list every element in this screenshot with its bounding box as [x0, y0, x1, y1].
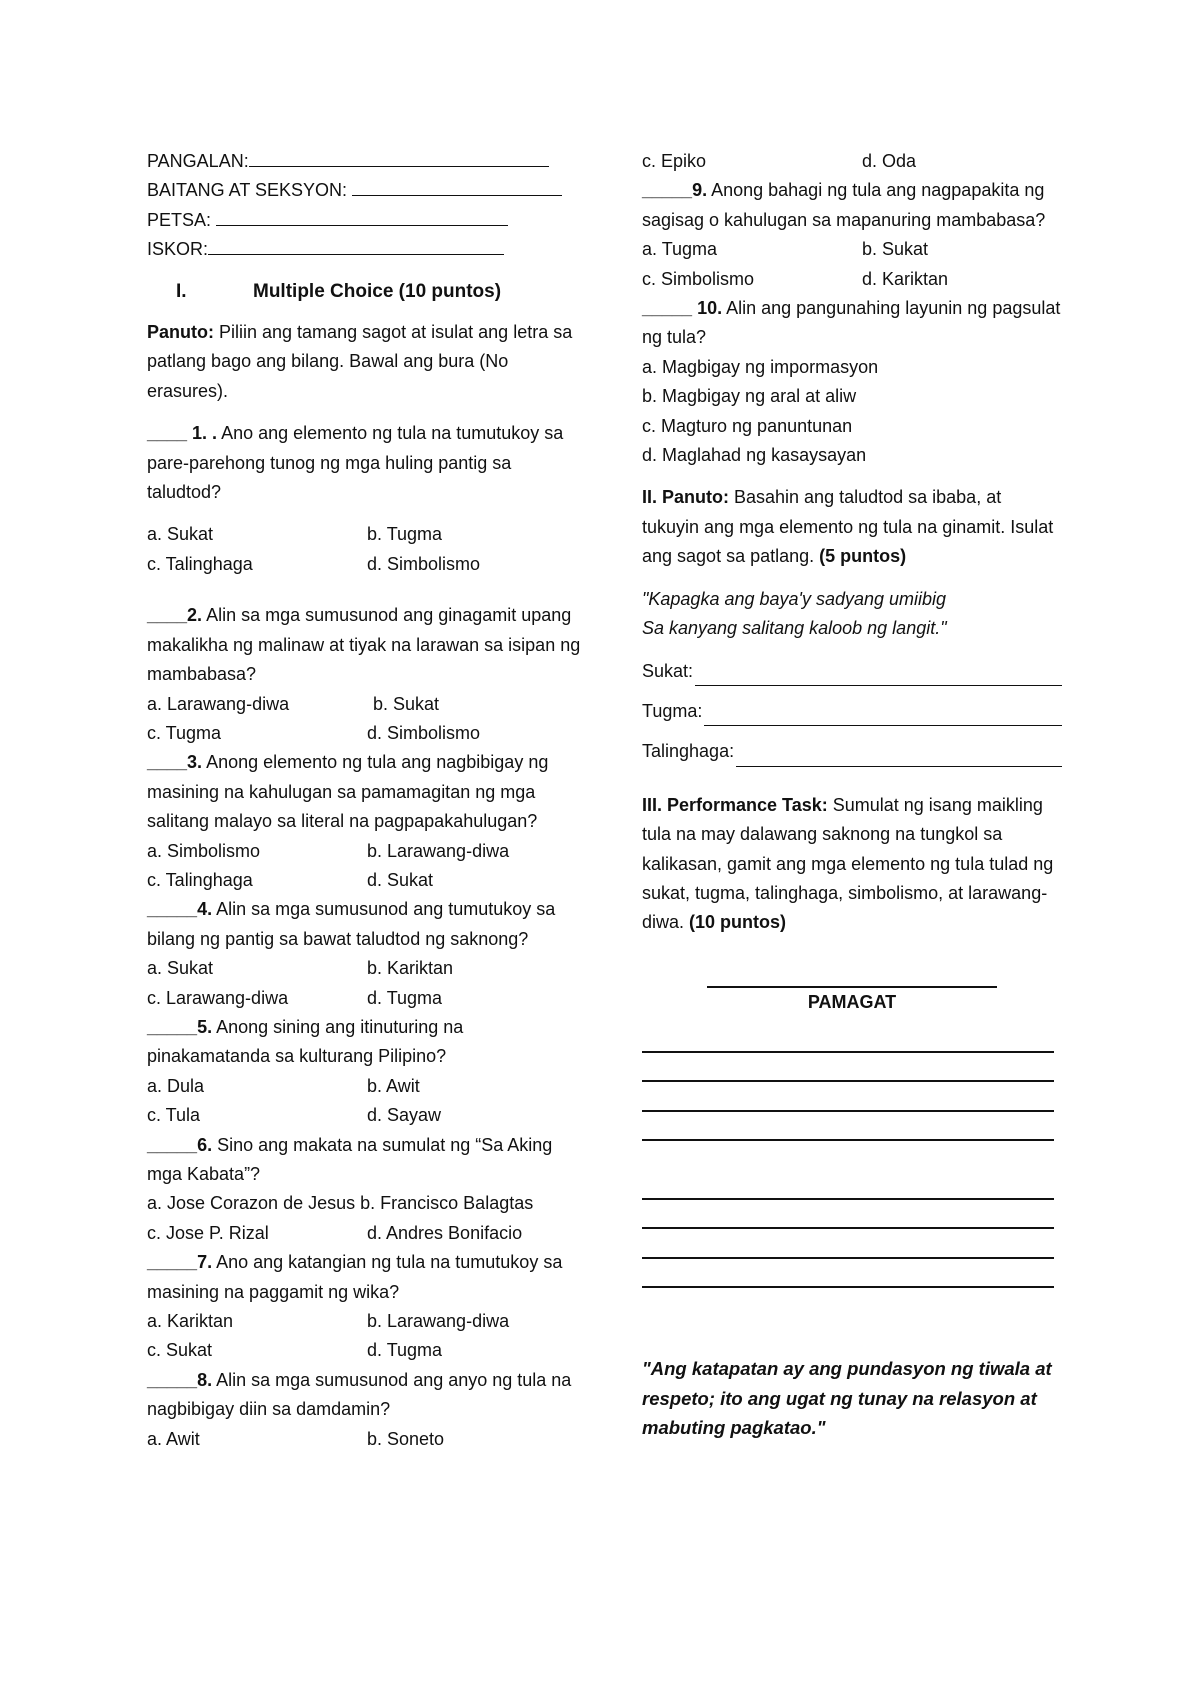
question-3 — [147, 748, 587, 895]
score-field[interactable]: ISKOR: — [147, 235, 587, 264]
answer-blank[interactable]: ____ — [147, 423, 188, 444]
option-d: d. Sukat — [367, 869, 434, 890]
question-text: _____ 10. Alin ang pangunahing layunin ng pagsulat ng tula? — [642, 298, 1061, 348]
name-field[interactable]: PANGALAN: — [147, 147, 587, 176]
option-b: b. Tugma — [367, 524, 443, 545]
question-text: ____ 1. . Ano ang elemento ng tula na tumutukoy sa pare-parehong tunog ng mga huling pantig sa taludtod? — [147, 423, 564, 503]
header-fields — [147, 147, 587, 265]
option-d: d. Simbolismo — [367, 722, 481, 743]
section3-instruction: III. Performance Task: Sumulat ng isang maikling tula na may dalawang saknong na tungkol sa kalikasan, gamit ang mga elemento ng tula tulad ng sukat, tugma, talinghaga, simbolismo, at larawang-diwa. (10 puntos) — [642, 794, 1054, 933]
writing-line[interactable] — [642, 1259, 1054, 1289]
option-a: a. Simbolismo — [147, 840, 261, 861]
tugma-answer-field[interactable]: Tugma: — [642, 697, 1062, 726]
answer-blank[interactable]: _____ — [147, 899, 198, 920]
answer-blank[interactable]: _____ — [147, 1016, 198, 1037]
option-b: b. Sukat — [862, 239, 929, 260]
answer-blank[interactable]: _____ — [642, 298, 693, 319]
question-text: ____3. Anong elemento ng tula ang nagbibigay ng masining na kahulugan sa pamamagitan ng mga salitang malayo sa literal na pagpapakahulugan? — [147, 752, 549, 832]
question-4 — [147, 895, 587, 1013]
answer-blank[interactable]: _____ — [147, 1252, 198, 1273]
question-text: _____4. Alin sa mga sumusunod ang tumutukoy sa bilang ng pantig sa bawat taludtod ng saknong? — [147, 899, 556, 949]
option-a: a. Awit — [147, 1428, 200, 1449]
question-9 — [642, 176, 1062, 294]
section2 — [642, 483, 1062, 766]
question-text: _____6. Sino ang makata na sumulat ng “Sa Aking mga Kabata”? — [147, 1134, 553, 1184]
option-a: a. Jose Corazon de Jesus — [147, 1193, 356, 1214]
option-c: c. Talinghaga — [147, 869, 253, 890]
question-text: _____5. Anong sining ang itinuturing na pinakamatanda sa kulturang Pilipino? — [147, 1016, 464, 1067]
question-text: ____2. Alin sa mga sumusunod ang ginagamit upang makalikha ng malinaw at tiyak na larawan sa isipan ng mambabasa? — [147, 605, 581, 685]
option-d: d. Simbolismo — [367, 553, 481, 574]
option-c: c. Tula — [147, 1105, 201, 1126]
option-b: b. Magbigay ng aral at aliw — [642, 386, 857, 407]
question-10 — [642, 294, 1062, 470]
option-c: c. Jose P. Rizal — [147, 1222, 269, 1243]
option-c: c. Simbolismo — [642, 268, 755, 289]
section1-instruction: Panuto: Piliin ang tamang sagot at isulat ang letra sa patlang bago ang bilang. Bawal ang bura (No erasures). — [147, 322, 573, 401]
question-7 — [147, 1248, 587, 1366]
option-a: a. Kariktan — [147, 1311, 234, 1332]
answer-blank[interactable]: ____ — [147, 752, 188, 773]
option-c: c. Epiko — [642, 151, 707, 171]
section1-title: I. Multiple Choice (10 puntos) — [176, 280, 502, 302]
question-6 — [147, 1131, 587, 1249]
writing-line[interactable] — [642, 1053, 1054, 1083]
option-b: b. Kariktan — [367, 958, 454, 979]
poem-title-line[interactable] — [707, 968, 997, 988]
left-column — [147, 147, 587, 1454]
writing-line[interactable] — [642, 1023, 1054, 1053]
date-field[interactable]: PETSA: — [147, 206, 587, 235]
option-a: a. Sukat — [147, 958, 214, 979]
question-text: _____7. Ano ang katangian ng tula na tumutukoy sa masining na paggamit ng wika? — [147, 1252, 563, 1302]
option-b: b. Francisco Balagtas — [360, 1193, 534, 1214]
option-d: d. Sayaw — [367, 1105, 442, 1126]
section3 — [642, 791, 1062, 1288]
section2-instruction: II. Panuto: Basahin ang taludtod sa ibaba, at tukuyin ang mga elemento ng tula na ginamit. Isulat ang sagot sa patlang. (5 puntos) — [642, 487, 1054, 567]
talinghaga-answer-field[interactable]: Talinghaga: — [642, 737, 1062, 766]
option-c: c. Larawang-diwa — [147, 987, 289, 1008]
sukat-answer-field[interactable]: Sukat: — [642, 657, 1062, 686]
question-1 — [147, 419, 587, 579]
writing-line[interactable] — [642, 1112, 1054, 1142]
question-8 — [147, 1366, 587, 1454]
question-text: _____9. Anong bahagi ng tula ang nagpapakita ng sagisag o kahulugan sa mapanuring mambabasa? — [642, 180, 1046, 230]
question-8-continued — [642, 147, 1062, 176]
question-5 — [147, 1013, 587, 1131]
option-a: a. Sukat — [147, 524, 214, 545]
writing-line[interactable] — [642, 1229, 1054, 1259]
option-a: a. Larawang-diwa — [147, 693, 290, 714]
writing-line[interactable] — [642, 1200, 1054, 1230]
stanza-1-lines — [642, 1023, 1062, 1141]
option-c: c. Talinghaga — [147, 553, 253, 574]
grade-section-field[interactable]: BAITANG AT SEKSYON: — [147, 176, 587, 205]
option-d: d. Oda — [862, 151, 917, 171]
option-a: a. Tugma — [642, 239, 718, 260]
answer-blank[interactable]: _____ — [147, 1134, 198, 1155]
closing-quote: "Ang katapatan ay ang pundasyon ng tiwala at respeto; ito ang ugat ng tunay na relasyon at mabuting pagkatao." — [642, 1358, 1052, 1438]
answer-blank[interactable]: _____ — [642, 180, 693, 201]
option-b: b. Larawang-diwa — [367, 840, 510, 861]
writing-line[interactable] — [642, 1170, 1054, 1200]
option-a: a. Dula — [147, 1075, 205, 1096]
option-d: d. Andres Bonifacio — [367, 1222, 523, 1243]
question-text: _____8. Alin sa mga sumusunod ang anyo ng tula na nagbibigay diin sa damdamin? — [147, 1369, 572, 1420]
option-d: d. Maglahad ng kasaysayan — [642, 445, 867, 466]
option-d: d. Tugma — [367, 1340, 443, 1361]
poem-quote-line-2: Sa kanyang salitang kaloob ng langit." — [642, 618, 947, 639]
writing-line[interactable] — [642, 1082, 1054, 1112]
option-c: c. Sukat — [147, 1340, 213, 1361]
poem-title-label: PAMAGAT — [807, 991, 897, 1012]
answer-blank[interactable]: _____ — [147, 1369, 198, 1390]
option-b: b. Larawang-diwa — [367, 1311, 510, 1332]
option-row — [147, 1189, 587, 1218]
option-c: c. Magturo ng panuntunan — [642, 415, 853, 436]
question-2 — [147, 601, 587, 748]
option-d: d. Kariktan — [862, 268, 949, 289]
right-column — [642, 147, 1062, 1442]
option-b: b. Awit — [367, 1075, 420, 1096]
poem-title-block — [642, 968, 1062, 1017]
option-d: d. Tugma — [367, 987, 443, 1008]
answer-blank[interactable]: ____ — [147, 605, 188, 626]
option-a: a. Magbigay ng impormasyon — [642, 356, 879, 377]
option-b: b. Sukat — [373, 693, 440, 714]
option-c: c. Tugma — [147, 722, 222, 743]
stanza-2-lines — [642, 1170, 1062, 1288]
option-b: b. Soneto — [367, 1428, 445, 1449]
poem-quote-line-1: "Kapagka ang baya'y sadyang umiibig — [642, 588, 947, 609]
